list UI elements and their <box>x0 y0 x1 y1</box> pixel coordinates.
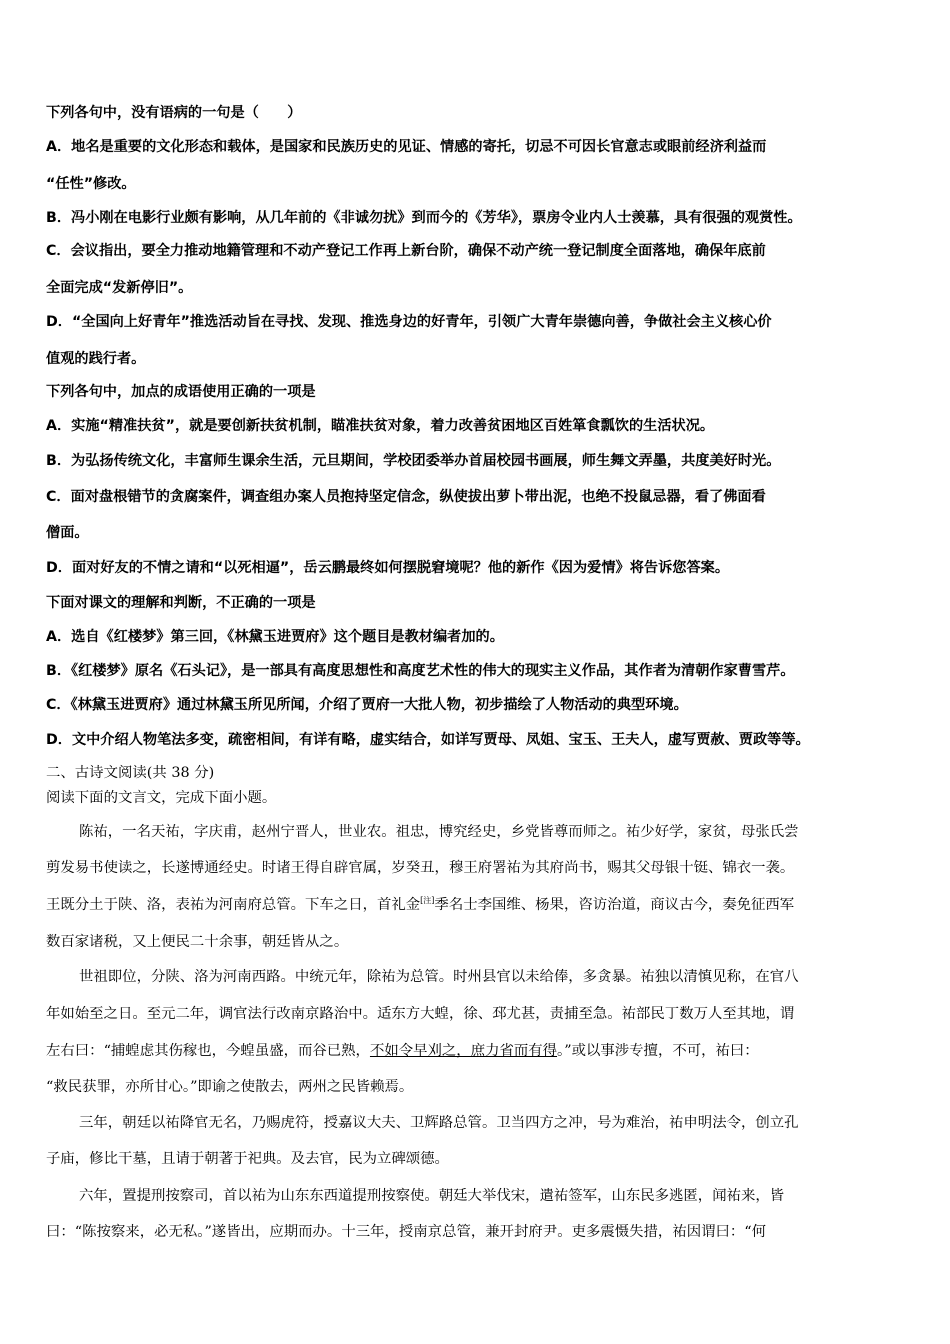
passage-p2-line2: 年如始至之日。至元二年，调官法行改南京路治中。适东方大蝗，徐、邳尤甚，责捕至急。祐部民丁数万人至其地，谓 <box>46 1006 795 1022</box>
q1-option-d-line2: 值观的践行者。 <box>46 351 146 367</box>
passage-p2-line3-a: 左右曰：“捕蝗虑其伤稼也，今蝗虽盛，而谷已熟， <box>46 1043 370 1059</box>
passage-p2-line3-b: 。”或以事涉专擅，不可，祐曰： <box>557 1043 759 1059</box>
q1-option-c-line2: 全面完成“发新停旧”。 <box>46 280 193 296</box>
q1-option-c-line1: C．会议指出，要全力推动地籍管理和不动产登记工作再上新台阶，确保不动产统一登记制度全面落地，确保年底前 <box>46 243 766 259</box>
footnote-mark: [注] <box>420 896 435 906</box>
q2-option-d: D．面对好友的不情之请和“以死相逼”，岳云鹏最终如何摆脱窘境呢？他的新作《因为爱情》将告诉您答案。 <box>46 560 730 576</box>
q3-option-b: B．《红楼梦》原名《石头记》，是一部具有高度思想性和高度艺术性的伟大的现实主义作品，其作者为清朝作家曹雪芹。 <box>46 663 795 679</box>
passage-p1-line3 <box>46 895 794 915</box>
passage-p2-line1: 世祖即位，分陕、洛为河南西路。中统元年，除祐为总管。时州县官以未给俸，多贪暴。祐独以清慎见称，在官八 <box>79 969 799 985</box>
q3-stem: 下面对课文的理解和判断，不正确的一项是 <box>46 595 316 611</box>
passage-p1-line2: 剪发易书使读之，长遂博通经史。时诸王得自辟官属，岁癸丑，穆王府署祐为其府尚书，赐其父母银十铤、锦衣一袭。 <box>46 860 795 876</box>
q1-option-a-line1: A．地名是重要的文化形态和载体，是国家和民族历史的见证、情感的寄托，切忌不可因长官意志或眼前经济利益而 <box>46 139 767 155</box>
q2-option-c-line2: 僧面。 <box>46 525 89 541</box>
passage-p3-line2: 子庙，修比干墓，且请于朝著于祀典。及去官，民为立碑颂德。 <box>46 1151 449 1167</box>
passage-p1-line4: 数百家诸税，又上便民二十余事，朝廷皆从之。 <box>46 934 349 950</box>
q3-option-c: C．《林黛玉进贾府》通过林黛玉所见所闻，介绍了贾府一大批人物，初步描绘了人物活动的典型环境。 <box>46 697 688 713</box>
passage-p4-line2: 曰：“陈按察来，必无私。”遂皆出，应期而办。十三年，授南京总管，兼开封府尹。吏多震慑失措，祐因谓曰：“何 <box>46 1224 767 1240</box>
passage-p4-line1: 六年，置提刑按察司，首以祐为山东东西道提刑按察使。朝廷大举伐宋，遣祐签军，山东民多逃匿，闻祐来，皆 <box>79 1188 785 1204</box>
q2-option-b: B．为弘扬传统文化，丰富师生课余生活，元旦期间，学校团委举办首届校园书画展，师生舞文弄墨，共度美好时光。 <box>46 453 781 469</box>
q1-option-b: B．冯小刚在电影行业颇有影响，从几年前的《非诚勿扰》到而今的《芳华》，票房令业内人士羡慕，具有很强的观赏性。 <box>46 210 802 226</box>
q1-option-d-line1: D．“全国向上好青年”推选活动旨在寻找、发现、推选身边的好青年，引领广大青年崇德向善，争做社会主义核心价 <box>46 314 772 330</box>
q2-option-c-line1: C．面对盘根错节的贪腐案件，调查组办案人员抱持坚定信念，纵使拔出萝卜带出泥，也绝不投鼠忌器，看了佛面看 <box>46 489 766 505</box>
underlined-sentence: 不如令早刈之，庶力省而有得 <box>369 1043 558 1059</box>
passage-p2-line3 <box>46 1041 759 1061</box>
q3-option-d: D．文中介绍人物笔法多变，疏密相间，有详有略，虚实结合，如详写贾母、凤姐、宝玉、王夫人，虚写贾赦、贾政等等。 <box>46 732 810 748</box>
passage-p1-line3-a: 王既分土于陕、洛，表祐为河南府总管。下车之日，首礼金 <box>46 897 421 913</box>
q2-stem: 下列各句中，加点的成语使用正确的一项是 <box>46 384 316 400</box>
passage-p1-line3-b: 季名士李国维、杨果，咨访治道，商议古今，奏免征西军 <box>434 897 795 913</box>
section-instruction: 阅读下面的文言文，完成下面小题。 <box>46 790 277 806</box>
q1-stem: 下列各句中，没有语病的一句是（ ） <box>46 105 302 121</box>
q3-option-a: A．选自《红楼梦》第三回，《林黛玉进贾府》这个题目是教材编者加的。 <box>46 629 504 645</box>
q1-option-a-line2: “任性”修改。 <box>46 176 136 192</box>
passage-p1-line1: 陈祐，一名天祐，字庆甫，赵州宁晋人，世业农。祖忠，博究经史，乡党皆尊而师之。祐少好学，家贫，母张氏尝 <box>79 824 799 840</box>
q2-option-a: A．实施“精准扶贫”，就是要创新扶贫机制，瞄准扶贫对象，着力改善贫困地区百姓箪食瓢饮的生活状况。 <box>46 418 715 434</box>
passage-p2-line4: “救民获罪，亦所甘心。”即谕之使散去，两州之民皆赖焉。 <box>46 1079 414 1095</box>
passage-p3-line1: 三年，朝廷以祐降官无名，乃赐虎符，授嘉议大夫、卫辉路总管。卫当四方之冲，号为难治，祐申明法令，创立孔 <box>79 1115 799 1131</box>
section-heading: 二、古诗文阅读(共 38 分) <box>46 765 215 781</box>
